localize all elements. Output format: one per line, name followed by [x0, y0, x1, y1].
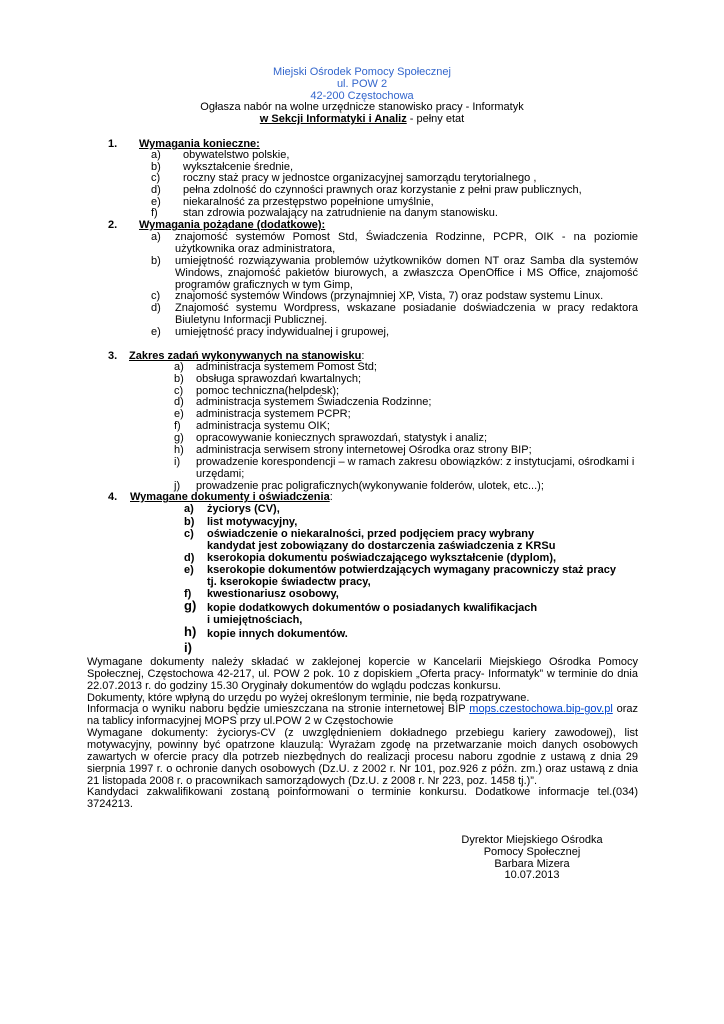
s2-label-b: b)	[151, 255, 161, 267]
info-text-after-link: oraz na tablicy informacyjnej MOPS przy ul.POW 2 w Częstochowie	[87, 703, 638, 727]
s3-item-g: opracowywanie koniecznych sprawozdań, statystyk i analiz;	[196, 432, 488, 444]
section-3-title: Zakres zadań wykonywanych na stanowisku	[129, 350, 362, 362]
s4-label-a: a)	[184, 503, 194, 515]
s3-item-j: prowadzenie prac poligraficznych(wykonywanie folderów, ulotek, etc...);	[196, 480, 544, 492]
s3-label-i: i)	[174, 456, 181, 468]
s1-label-d: d)	[151, 184, 161, 196]
s1-label-b: b)	[151, 161, 161, 173]
s1-item-f: stan zdrowia pozwalający na zatrudnienie na danym stanowisku.	[183, 207, 498, 219]
section-2-number: 2.	[108, 219, 118, 231]
s3-item-d: administracja systemem Świadczenia Rodzinne;	[196, 396, 432, 408]
s4-item-f: kwestionariusz osobowy,	[207, 588, 339, 600]
s4-item-c: oświadczenie o niekaralności, przed podjęciem pracy wybrany	[207, 528, 535, 540]
s3-item-h: administracja serwisem strony internetowej Ośrodka oraz strony BIP;	[196, 444, 532, 456]
signature-date: 10.07.2013	[504, 869, 560, 881]
s4-item-h: kopie innych dokumentów.	[207, 628, 348, 640]
s3-item-i: prowadzenie korespondencji – w ramach zakresu obowiązków: z instytucjami, ośrodkami i urzędami;	[196, 456, 635, 480]
s3-label-b: b)	[174, 373, 184, 385]
s1-item-b: wykształcenie średnie,	[183, 161, 294, 173]
s4-item-e-cont: tj. kserokopie świadectw pracy,	[207, 576, 371, 588]
s4-label-d: d)	[184, 552, 195, 564]
s4-item-g: kopie dodatkowych dokumentów o posiadanych kwalifikacjach	[207, 602, 538, 614]
s3-item-f: administracja systemu OIK;	[196, 420, 330, 432]
s1-item-e: niekaralność za przestępstwo popełnione umyślnie,	[183, 196, 434, 208]
section-4-title: Wymagane dokumenty i oświadczenia	[130, 491, 330, 503]
s3-item-a: administracja systemem Pomost Std;	[196, 361, 377, 373]
s4-label-f: f)	[184, 588, 192, 600]
s3-label-c: c)	[174, 385, 184, 397]
paragraph-documents: Wymagane dokumenty: życiorys-CV (z uwzględnieniem dokładnego przebiegu kariery zawodowej), list motywacyjny, powinny być opatrzone klauzulą: Wyrażam zgodę na przetwarzanie moich danych osobowych zawartych w ofercie pracy dla potrzeb niezbędnych do realizacji procesu naboru zgodnie z ustawą z dnia 29 sierpnia 1997 r. o ochronie danych osobowych (Dz.U. z 2002 r. Nr 101, poz.926 z późn. zm.) oraz ustawą z dnia 21 listopada 2008 r. o pracownikach samorządowych (Dz.U. z 2008 r. Nr 223, poz. 1458 tj.)”.	[87, 727, 638, 787]
section-4-number: 4.	[108, 491, 118, 503]
s1-item-a: obywatelstwo polskie,	[183, 149, 290, 161]
s2-label-c: c)	[151, 290, 161, 302]
s2-item-b: umiejętność rozwiązywania problemów użytkowników domen NT oraz Samba dla systemów Windows, znajomość pakietów biurowych, a zwłaszcza OpenOffice i MS Office, znajomość programów graficznych w tym Gimp,	[175, 255, 638, 291]
section-3-colon: :	[361, 350, 365, 362]
s3-label-f: f)	[174, 420, 181, 432]
section-2-title: Wymagania pożądane (dodatkowe):	[139, 219, 326, 231]
s1-item-c: roczny staż pracy w jednostce organizacyjnej samorządu terytorialnego ,	[183, 172, 537, 184]
org-city: 42-200 Częstochowa	[310, 90, 414, 102]
s3-item-e: administracja systemem PCPR;	[196, 408, 351, 420]
s4-item-e: kserokopie dokumentów potwierdzających wymagany pracowniczy staż pracy	[207, 564, 616, 576]
bip-link[interactable]: mops.czestochowa.bip-gov.pl	[469, 703, 613, 715]
s4-label-i: i)	[184, 640, 192, 655]
s4-item-a: życiorys (CV),	[207, 503, 280, 515]
s3-item-b: obsługa sprawozdań kwartalnych;	[196, 373, 362, 385]
section-4-colon: :	[329, 491, 333, 503]
org-street: ul. POW 2	[336, 78, 388, 90]
s4-item-c-cont: kandydat jest zobowiązany do dostarczenia zaświadczenia z KRSu	[207, 540, 556, 552]
s4-label-b: b)	[184, 516, 195, 528]
s4-label-c: c)	[184, 528, 194, 540]
employment-type: - pełny etat	[406, 113, 465, 125]
signature-title: Dyrektor Miejskiego Ośrodka	[461, 834, 603, 846]
info-text-before-link: Informacja o wyniku naboru będzie umieszczana na stronie internetowej BIP	[87, 703, 470, 715]
s2-item-d: Znajomość systemu Wordpress, wskazane posiadanie doświadczenia w pracy redaktora Biuletynu Informacji Publicznej.	[175, 302, 638, 326]
section-4-title-line	[130, 491, 333, 503]
s2-item-c: znajomość systemów Windows (przynajmniej XP, Vista, 7) oraz podstaw systemu Linux.	[175, 290, 604, 302]
org-name: Miejski Ośrodek Pomocy Społecznej	[273, 66, 451, 78]
s1-label-e: e)	[151, 196, 161, 208]
s3-label-e: e)	[174, 408, 184, 420]
s4-item-b: list motywacyjny,	[207, 516, 298, 528]
s1-label-f: f)	[151, 207, 158, 219]
s1-label-c: c)	[151, 172, 161, 184]
s4-label-h: h)	[184, 624, 197, 639]
section-3-number: 3.	[108, 350, 118, 362]
s1-item-d: pełna zdolność do czynności prawnych oraz korzystanie z pełni praw publicznych,	[183, 184, 582, 196]
s3-label-j: j)	[174, 480, 181, 492]
s3-label-h: h)	[174, 444, 184, 456]
s4-label-g: g)	[184, 598, 197, 613]
s4-label-e: e)	[184, 564, 194, 576]
s3-label-d: d)	[174, 396, 184, 408]
s3-label-a: a)	[174, 361, 184, 373]
paragraph-candidates: Kandydaci zakwalifikowani zostaną poinformowani o terminie konkursu. Dodatkowe informacje tel.(034) 3724213.	[87, 786, 638, 810]
signature-name: Barbara Mizera	[494, 858, 570, 870]
s2-label-a: a)	[151, 231, 161, 243]
department-line	[0, 113, 724, 125]
announcement: Ogłasza nabór na wolne urzędnicze stanowisko pracy - Informatyk	[200, 101, 524, 113]
paragraph-submission: Wymagane dokumenty należy składać w zaklejonej kopercie w Kancelarii Miejskiego Ośrodka Pomocy Społecznej, Częstochowa 42-217, ul. POW 2 pok. 10 z dopiskiem „Oferta pracy- Informatyk” w terminie do dnia 22.07.2013 r. do godziny 15.30 Oryginały dokumentów do wglądu podczas konkursu.	[87, 656, 638, 692]
s2-label-e: e)	[151, 326, 161, 338]
s2-item-e: umiejętność pracy indywidualnej i grupowej,	[175, 326, 390, 338]
section-1-number: 1.	[108, 138, 118, 150]
s1-label-a: a)	[151, 149, 161, 161]
s4-item-d: kserokopia dokumentu poświadczającego wykształcenie (dyplom),	[207, 552, 557, 564]
paragraph-late: Dokumenty, które wpłyną do urzędu po wyżej określonym terminie, nie będą rozpatrywane.	[87, 692, 530, 704]
s2-item-a: znajomość systemów Pomost Std, Świadczenia Rodzinne, PCPR, OIK - na poziomie użytkownika oraz administratora,	[175, 231, 638, 255]
signature-org: Pomocy Społecznej	[483, 846, 581, 858]
s3-label-g: g)	[174, 432, 184, 444]
s4-item-g-cont: i umiejętnościach,	[207, 614, 303, 626]
section-1-title: Wymagania konieczne:	[139, 138, 260, 150]
department-name: w Sekcji Informatyki i Analiz	[259, 113, 407, 125]
s2-label-d: d)	[151, 302, 161, 314]
s3-item-c: pomoc techniczna(helpdesk);	[196, 385, 340, 397]
paragraph-info	[87, 703, 638, 727]
